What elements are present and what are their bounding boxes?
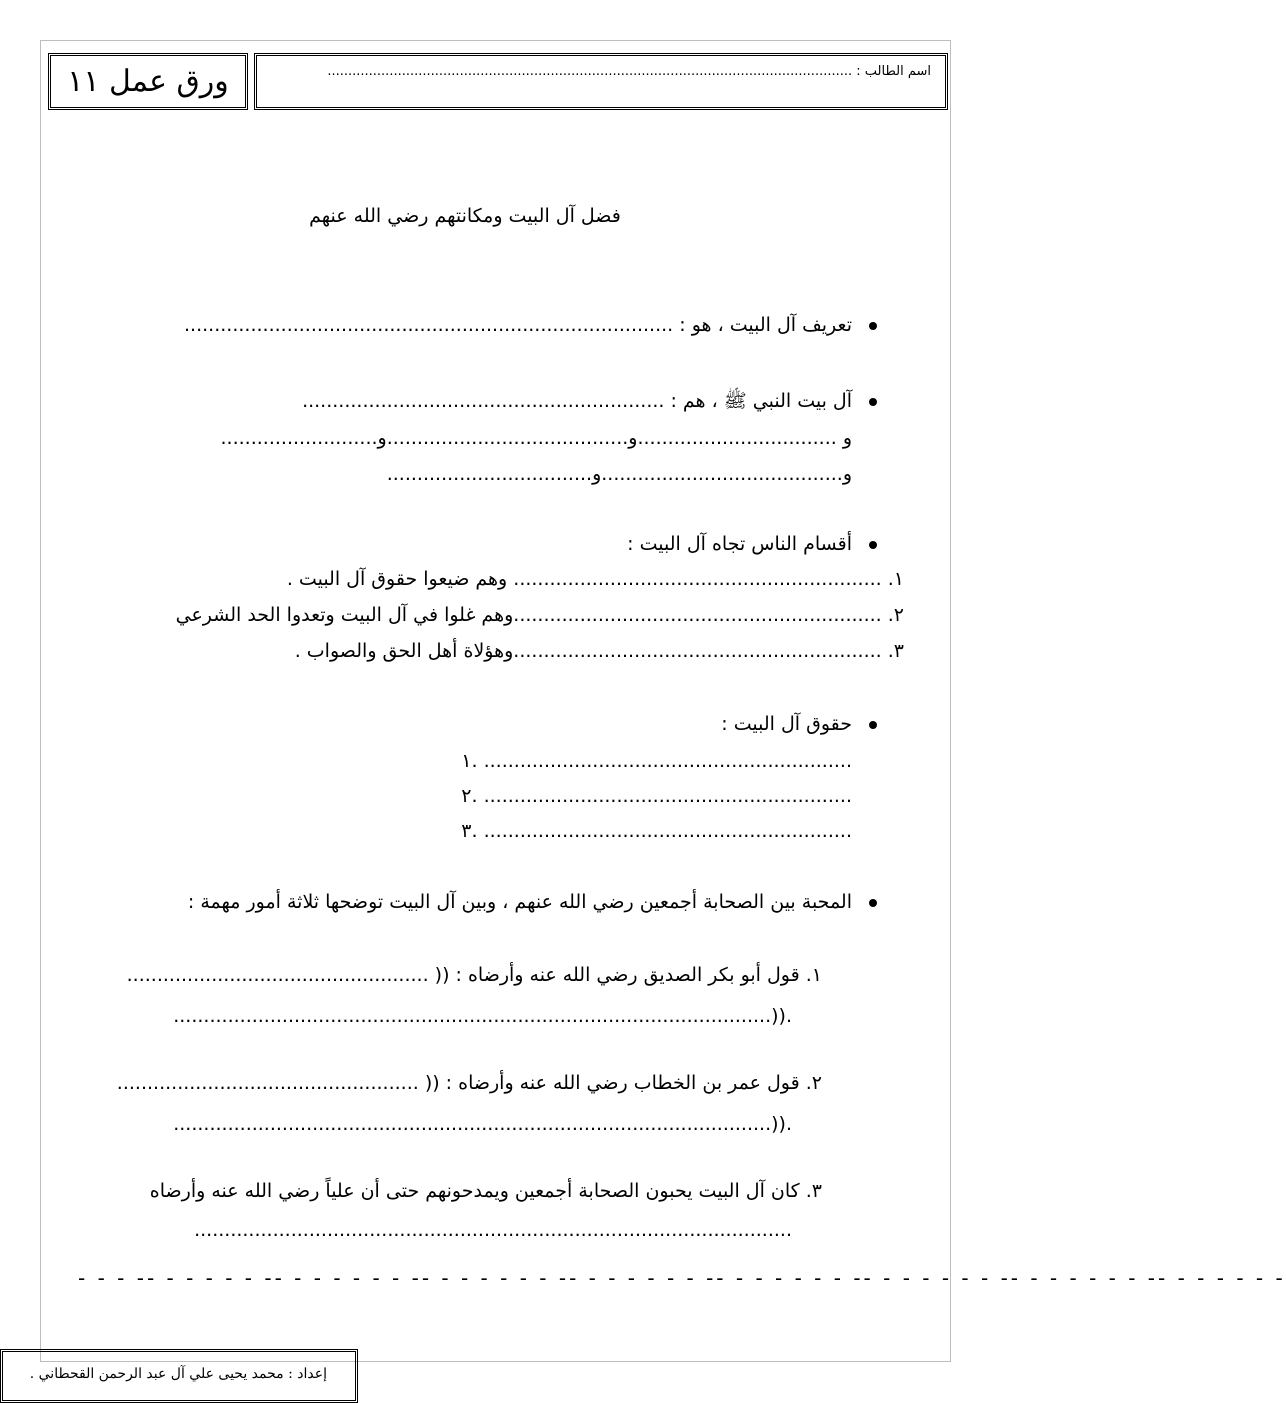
prophet-family-line-1: آل بيت النبي ﷺ ، هم : ............................................................ [302, 390, 852, 412]
page-heading: فضل آل البيت ومكانتهم رضي الله عنهم [309, 205, 621, 227]
people-division-item-2: ٢. .............................................................وهم غلوا في آل البيت وتعدوا الحد الشرعي [175, 604, 904, 626]
bullet-icon [869, 541, 877, 549]
prophet-family-line-2: و .................................و........................................و.......................... [220, 427, 852, 449]
love-item-2-line-2: ...................................................................................................)). [173, 1113, 792, 1135]
rights-item-3: ٣. ............................................................. [461, 820, 852, 842]
bullet-icon [869, 398, 877, 406]
bullet-icon [869, 899, 877, 907]
page-border [40, 40, 1286, 1362]
love-item-3-line-1: ٣. كان آل البيت يحبون الصحابة أجمعين ويمدحونهم حتى أن علياً رضي الله عنه وأرضاه [149, 1180, 822, 1202]
love-item-1-line-1: ١. قول أبو بكر الصديق رضي الله عنه وأرضاه : (( .................................................. [126, 964, 822, 986]
love-title: المحبة بين الصحابة أجمعين رضي الله عنهم ، وبين آل البيت توضحها ثلاثة أمور مهمة : [187, 891, 852, 913]
rights-item-1: ١. ............................................................. [461, 750, 852, 772]
prophet-family-line-3: و........................................و.................................. [386, 463, 852, 485]
divider: - - - -- - - - - - -- - - - - - - -- - - - - - - -- - - - - - - -- - - - - - - -- - - - - - - -- - - - - - - -- - - - - - - [78, 1266, 1286, 1290]
rights-title: حقوق آل البيت : [721, 713, 852, 735]
bullet-icon [869, 322, 877, 330]
people-division-item-1: ١. ............................................................. وهم ضيعوا حقوق آل البيت . [286, 568, 904, 590]
prepared-by: إعداد : محمد يحيى علي آل عبد الرحمن القحطاني . [0, 1349, 358, 1403]
worksheet-title: ورق عمل ١١ [48, 53, 248, 110]
definition-line: تعريف آل البيت ، هو : ................................................................................. [184, 314, 852, 336]
people-divisions-title: أقسام الناس تجاه آل البيت : [627, 533, 852, 555]
love-item-1-line-2: ...................................................................................................)). [173, 1005, 792, 1027]
student-name-field[interactable]: اسم الطالب : ............................................................................................................................... [254, 53, 948, 110]
people-division-item-3: ٣. .............................................................وهؤلاة أهل الحق والصواب . [294, 640, 904, 662]
bullet-icon [869, 721, 877, 729]
rights-item-2: ٢. ............................................................. [461, 785, 852, 807]
love-item-3-line-2: ................................................................................................... [194, 1219, 792, 1241]
love-item-2-line-1: ٢. قول عمر بن الخطاب رضي الله عنه وأرضاه : (( .................................................. [116, 1072, 822, 1094]
